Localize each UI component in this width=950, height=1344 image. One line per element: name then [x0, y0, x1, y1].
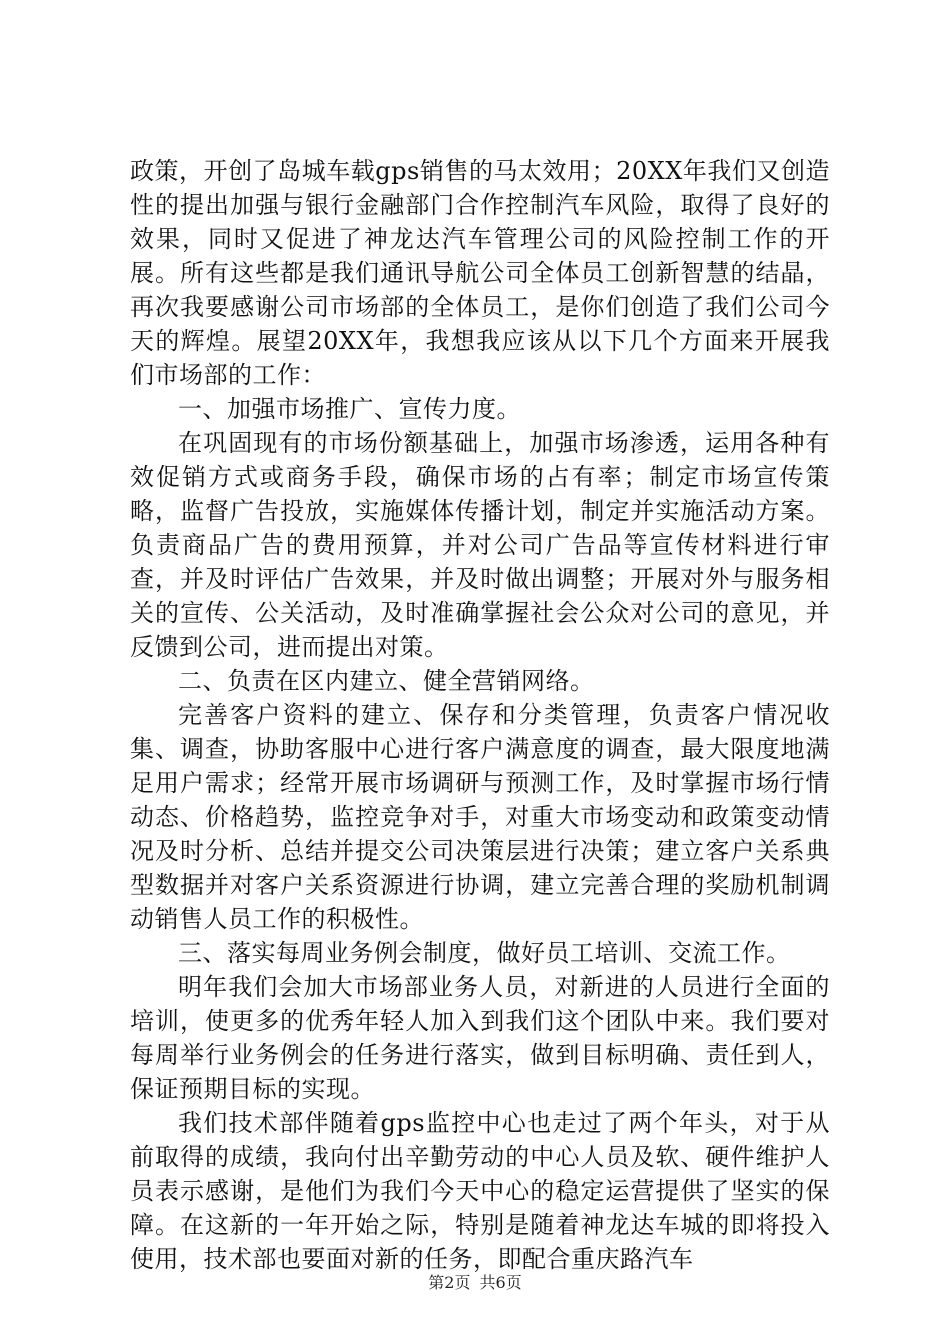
- paragraph-2: 在巩固现有的市场份额基础上，加强市场渗透，运用各种有效促销方式或商务手段，确保市场的占有率；制定市场宣传策略，监督广告投放，实施媒体传播计划，制定并实施活动方案。负责商品广告的费用预算，并对公司广告品等宣传材料进行审查，并及时评估广告效果，并及时做出调整；开展对外与服务相关的宣传、公关活动，及时准确掌握社会公众对公司的意见，并反馈到公司，进而提出对策。: [130, 429, 830, 661]
- paragraph-1: 政策，开创了岛城车载gps销售的马太效用；20XX年我们又创造性的提出加强与银行金融部门合作控制汽车风险，取得了良好的效果，同时又促进了神龙达汽车管理公司的风险控制工作的开展。所有这些都是我们通讯导航公司全体员工创新智慧的结晶，再次我要感谢公司市场部的全体员工，是你们创造了我们公司今天的辉煌。展望20XX年，我想我应该从以下几个方面来开展我们市场部的工作：: [130, 157, 830, 389]
- heading-2: 二、负责在区内建立、健全营销网络。: [178, 667, 595, 695]
- paragraph-5: 我们技术部伴随着gps监控中心也走过了两个年头，对于从前取得的成绩，我向付出辛勤劳动的中心人员及软、硬件维护人员表示感谢，是他们为我们今天中心的稳定运营提供了坚实的保障。在这新的一年开始之际，特别是随着神龙达车城的即将投入使用，技术部也要面对新的任务，即配合重庆路汽车: [130, 1109, 830, 1273]
- document-body: [130, 154, 830, 1276]
- heading-3: 三、落实每周业务例会制度，做好员工培训、交流工作。: [178, 939, 791, 967]
- paragraph-4: 明年我们会加大市场部业务人员，对新进的人员进行全面的培训，使更多的优秀年轻人加入到我们这个团队中来。我们要对每周举行业务例会的任务进行落实，做到目标明确、责任到人，保证预期目标的实现。: [130, 973, 830, 1103]
- page-number: 第2页: [428, 1273, 471, 1292]
- heading-1: 一、加强市场推广、宣传力度。: [178, 395, 521, 423]
- page-total: 共6页: [479, 1273, 522, 1292]
- paragraph-3: 完善客户资料的建立、保存和分类管理，负责客户情况收集、调查，协助客服中心进行客户满意度的调查，最大限度地满足用户需求；经常开展市场调研与预测工作，及时掌握市场行情动态、价格趋势，监控竞争对手，对重大市场变动和政策变动情况及时分析、总结并提交公司决策层进行决策；建立客户关系典型数据并对客户关系资源进行协调，建立完善合理的奖励机制调动销售人员工作的积极性。: [130, 701, 830, 933]
- page-footer: [0, 1270, 950, 1293]
